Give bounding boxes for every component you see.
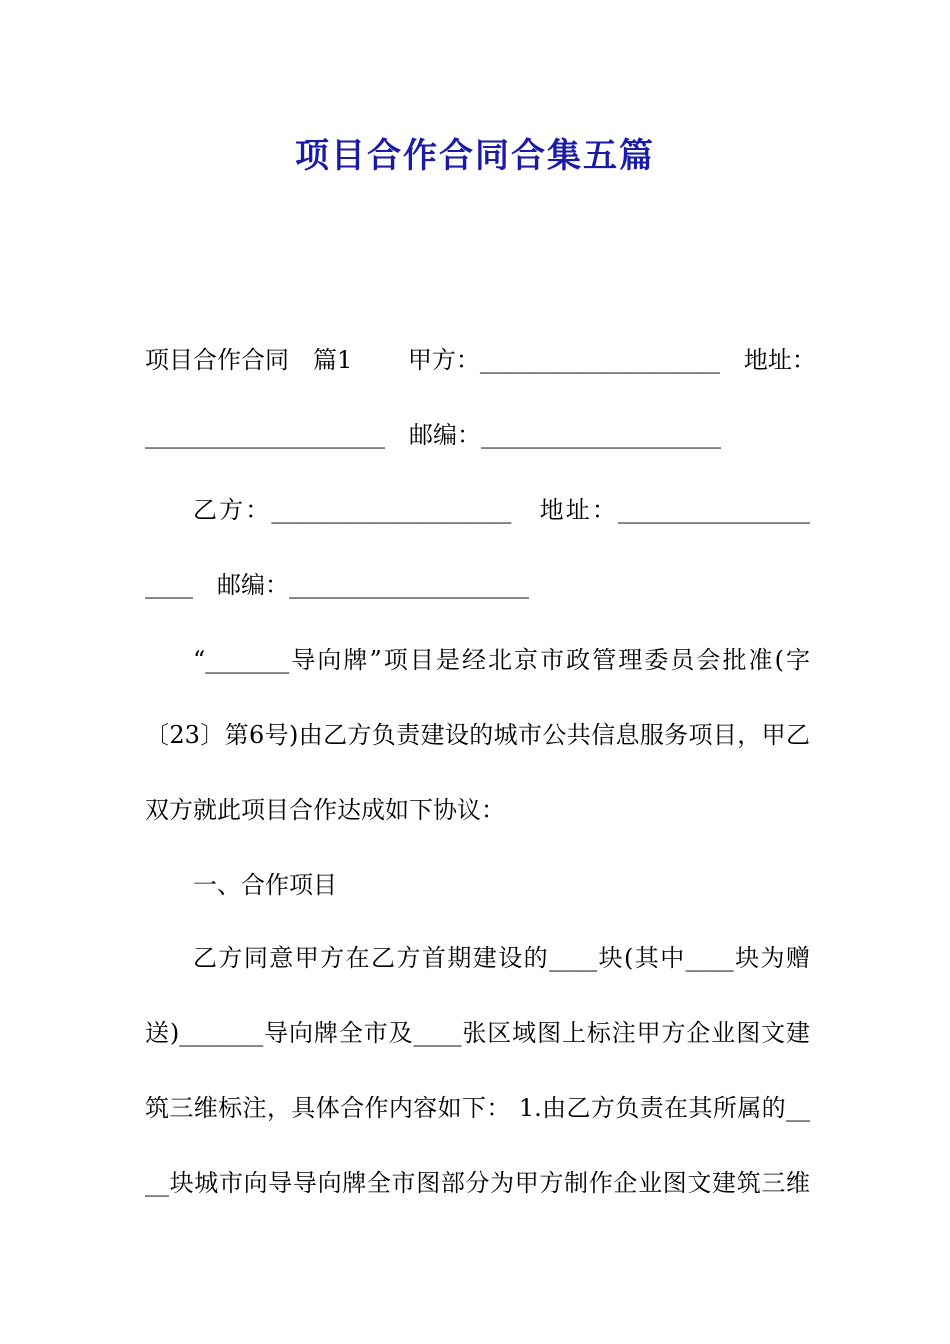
paragraph-line: “_______导向牌”项目是经北京市政管理委员会批准(字 <box>193 646 810 674</box>
party-a-address-line: ____________________ 邮编：____________________ <box>145 421 721 449</box>
paragraph-line: 〔23〕第6号)由乙方负责建设的城市公共信息服务项目，甲乙 <box>145 721 810 749</box>
paragraph-line: 送)_______导向牌全市及____张区域图上标注甲方企业图文建 <box>145 1019 810 1047</box>
paragraph-line: __块城市向导导向牌全市图部分为甲方制作企业图文建筑三维 <box>145 1169 810 1197</box>
party-b-postcode-line: ____ 邮编：____________________ <box>145 571 529 599</box>
document-title: 项目合作合同合集五篇 <box>295 136 655 176</box>
paragraph-line: 双方就此项目合作达成如下协议： <box>145 796 505 824</box>
paragraph-line: 筑三维标注，具体合作内容如下： 1.由乙方负责在其所属的__ <box>145 1094 810 1122</box>
section-heading: 一、合作项目 <box>193 871 337 899</box>
paragraph-line: 乙方同意甲方在乙方首期建设的____块(其中____块为赠 <box>193 944 810 972</box>
party-a-line: 项目合作合同 篇1 甲方：____________________ 地址： <box>145 346 816 374</box>
party-b-line: 乙方：____________________ 地址：________________ <box>193 496 810 524</box>
